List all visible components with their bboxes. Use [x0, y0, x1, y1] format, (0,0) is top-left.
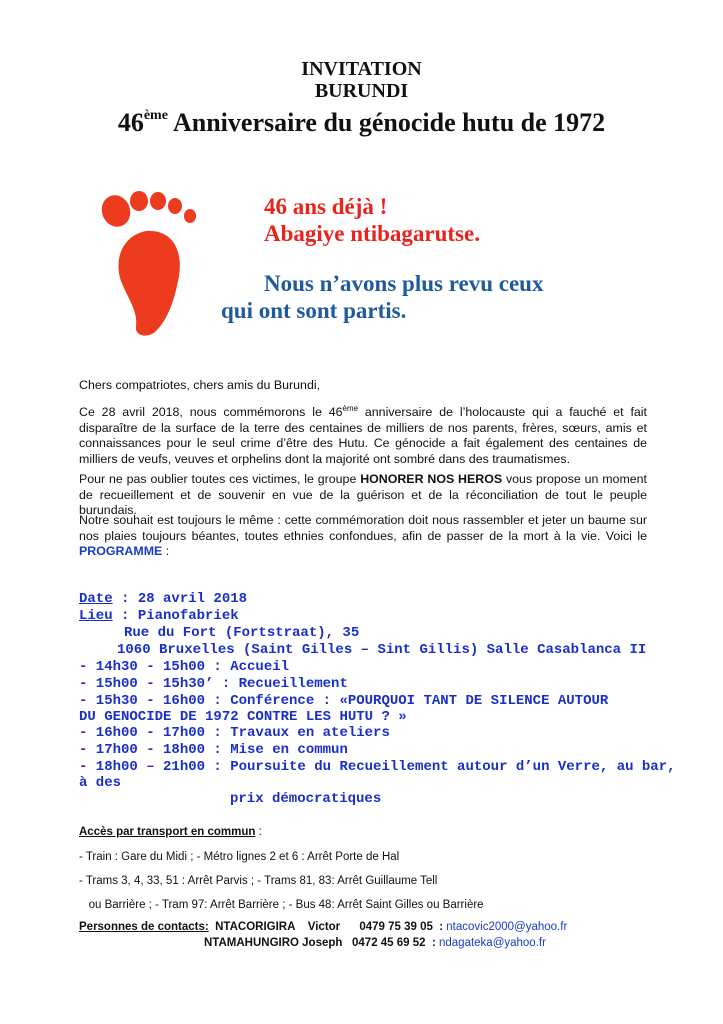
- contact-email-1[interactable]: ntacovic2000@yahoo.fr: [446, 921, 568, 933]
- address-line-2: 1060 Bruxelles (Saint Gilles – Sint Gillis) Salle Casablanca II: [117, 642, 647, 658]
- programme-item-ateliers: - 16h00 - 17h00 : Travaux en ateliers: [79, 725, 390, 741]
- anniversary-number: 46: [117, 108, 144, 137]
- programme-item-mise-en-commun: - 17h00 - 18h00 : Mise en commun: [79, 742, 348, 758]
- anniversary-superscript: ème: [143, 108, 168, 123]
- transport-heading-label: Accès par transport en commun: [79, 826, 256, 838]
- transport-line-1: - Train : Gare du Midi ; - Métro lignes 2 et 6 : Arrêt Porte de Hal: [79, 851, 400, 863]
- contacts-heading: Personnes de contacts:: [79, 921, 209, 933]
- paragraph-wish: [79, 513, 647, 560]
- contact-line-1: [79, 921, 567, 933]
- transport-line-2: - Trams 3, 4, 33, 51 : Arrêt Parvis ; - Trams 81, 83: Arrêt Guillaume Tell: [79, 875, 438, 887]
- para2-start: Pour ne pas oublier toutes ces victimes, le groupe: [79, 472, 361, 486]
- para2-rest: vous propose un moment de recueillement et de souvenir en vue de la guérison et de la réconciliation de tout le peuple burundais.: [79, 472, 647, 518]
- para1-start: Ce 28 avril 2018, nous commémorons le 46: [79, 405, 343, 419]
- para3-end: :: [162, 544, 170, 559]
- red-footprint-icon: [76, 181, 216, 341]
- programme-item-accueil: - 14h30 - 15h00 : Accueil: [79, 659, 290, 675]
- transport-line-3: ou Barrière ; - Tram 97: Arrêt Barrière ; - Bus 48: Arrêt Saint Gilles ou Barrière: [79, 899, 484, 911]
- group-name: HONORER NOS HEROS: [360, 472, 503, 486]
- transport-heading-suffix: :: [255, 826, 262, 838]
- greeting: Chers compatriotes, chers amis du Burundi,: [79, 378, 321, 392]
- programme-item-poursuite: - 18h00 – 21h00 : Poursuite du Recueillement autour d’un Verre, au bar,: [79, 759, 676, 775]
- para1-superscript: ème: [342, 404, 359, 413]
- paragraph-commemoration: [79, 401, 647, 467]
- lieu-label: Lieu: [79, 608, 113, 624]
- country-title: BURUNDI: [314, 80, 409, 102]
- programme-location: [79, 608, 239, 624]
- programme-item-poursuite-end: prix démocratiques: [230, 791, 382, 807]
- slogan-blue-line-1: Nous n’avons plus revu ceux: [264, 271, 544, 296]
- programme-date: [79, 591, 247, 607]
- slogan-red-line-1: 46 ans déjà !: [264, 194, 388, 219]
- date-label: Date: [79, 591, 113, 607]
- programme-item-recueillement: - 15h00 - 15h30’ : Recueillement: [79, 676, 348, 692]
- contact-email-2[interactable]: ndagateka@yahoo.fr: [438, 937, 546, 949]
- para3-start: Notre souhait est toujours le même : cette commémoration doit nous rassembler et jeter un baume sur nos plaies toujours béantes, toutes ethnies confondues, afin de passer de la mort à la vie. Voici le: [79, 513, 647, 543]
- contact-person-2: NTAMAHUNGIRO Joseph 0472 45 69 52 :: [204, 937, 439, 949]
- lieu-value: : Pianofabriek: [112, 608, 239, 624]
- date-value: : 28 avril 2018: [112, 591, 248, 607]
- programme-label: PROGRAMME: [79, 544, 163, 559]
- transport-heading: [79, 826, 262, 838]
- programme-item-poursuite-cont: à des: [79, 775, 122, 791]
- invitation-title: INVITATION: [301, 58, 422, 80]
- slogan-blue-line-2: qui ont sont partis.: [221, 298, 407, 323]
- contact-person-1: NTACORIGIRA Victor 0479 75 39 05 :: [208, 921, 447, 933]
- anniversary-title: [0, 108, 723, 138]
- paragraph-group: [79, 472, 647, 519]
- para1-rest: anniversaire de l’holocauste qui a fauché et fait disparaître de la surface de la terre des centaines de milliers de nos parents, frères, sœurs, amis et connaissances pour le seul crime d’être des Hutu. Ce génocide a fait également des centaines de milliers de veufs, veuves et orphelins dont la majorité ont sombré dans des traumatismes.: [79, 405, 647, 466]
- address-line-1: Rue du Fort (Fortstraat), 35: [124, 625, 360, 641]
- slogan-red-line-2: Abagiye ntibagarutse.: [264, 221, 480, 246]
- programme-item-conference-cont: DU GENOCIDE DE 1972 CONTRE LES HUTU ? »: [79, 709, 407, 725]
- programme-item-conference: - 15h30 - 16h00 : Conférence : «POURQUOI TANT DE SILENCE AUTOUR: [79, 693, 609, 709]
- contact-line-2: [204, 937, 546, 949]
- anniversary-text: Anniversaire du génocide hutu de 1972: [167, 108, 606, 137]
